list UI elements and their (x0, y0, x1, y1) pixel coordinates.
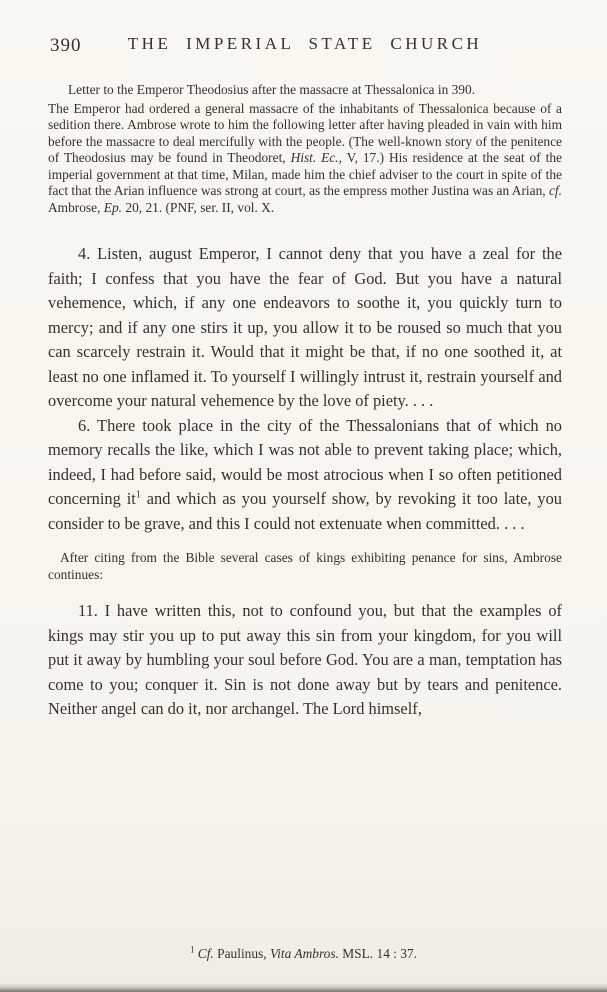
paragraph-6 (48, 414, 562, 537)
connector-note: After citing from the Bible several cases of kings exhibiting penance for sins, Ambrose continues: (48, 550, 562, 582)
footnote (0, 946, 607, 962)
page-number: 390 (50, 35, 82, 56)
footnote-text: Paulinus, (213, 946, 270, 961)
paragraph-6-text: and which as you yourself show, by revoking it too late, you consider to be grave, and this I could not extenuate when committed. . . . (48, 489, 562, 533)
footnote-reference-mark: 1 (135, 489, 141, 501)
editorial-note-citation: Hist. Ec., (290, 150, 342, 165)
paragraph-4: 4. Listen, august Emperor, I cannot deny that you have a zeal for the faith; I confess that you have the fear of God. But you have a natural vehemence, which, if any one endeavors to soothe it, you quickly turn to mercy; and if any one stirs it up, you allow it to be roused so much that you can scarcely restrain it. Would that it might be that, if no one soothed it, at least no one inflamed it. To yourself I willingly intrust it, restrain yourself and overcome your natural vehemence by the love of piety. . . . (48, 244, 562, 410)
page-bottom-scan-shadow (0, 983, 607, 992)
editorial-note-run: V, 17.) His residence at the seat of the imperial government at that time, Milan, made him the chief adviser to the court in spite of the fact that the Arian influence was strong at court, as the empress mother Justina was an Arian, (48, 150, 562, 198)
editorial-note-cf: cf. (548, 183, 562, 198)
page-header (48, 34, 562, 60)
editorial-note-ep: Ep. (103, 199, 123, 215)
paragraph-11: 11. I have written this, not to confound you, but that the examples of kings may stir you up to put away this sin from your kingdom, for you will put it away by humbling your soul before God. You are a man, temptation has come to you; conquer it. Sin is not done away but by tears and penitence. Neither angel can do it, nor archangel. The Lord himself, (48, 601, 562, 718)
editorial-note-run: 20, 21. (PNF, ser. II, vol. X. (122, 199, 275, 215)
page-title: THE IMPERIAL STATE CHURCH (127, 34, 483, 53)
editorial-note (48, 101, 562, 217)
paragraph-6-text: 6. There took place in the city of the Thessalonians that of which no memory recalls the like, which I was not able to prevent taking place; which, indeed, I had before said, would be most atrocious when I so often petitioned concerning it (48, 415, 562, 508)
footnote-work-title: Vita Ambros. (269, 946, 339, 961)
footnote-citation: MSL. 14 : 37. (338, 946, 418, 961)
editorial-note-run: Ambrose, (48, 199, 104, 215)
editorial-note-run: The Emperor had ordered a general massacre of the inhabitants of Thessalonica because of a sedition there. Ambrose wrote to him the following letter after having pleaded in vain with him before the massacre to deal mercifully with the people. (The well-known story of the penitence of Theodosius may be found in Theodoret, (48, 100, 562, 165)
footnote-cf: Cf. (194, 946, 214, 961)
footnote-number: 1 (189, 944, 195, 955)
intro-note: Letter to the Emperor Theodosius after the massacre at Thessalonica in 390. (68, 82, 476, 97)
